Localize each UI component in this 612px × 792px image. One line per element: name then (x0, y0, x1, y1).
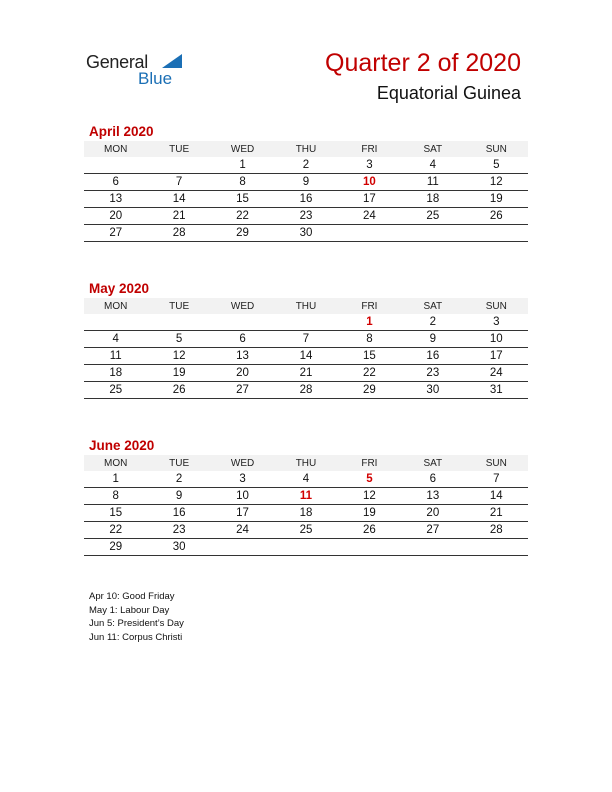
empty-day-cell (147, 314, 210, 331)
day-cell: 2 (401, 314, 464, 331)
holiday-note: Jun 11: Corpus Christi (89, 631, 183, 643)
day-cell: 5 (147, 331, 210, 348)
weekday-header: TUE (147, 141, 210, 157)
day-cell: 20 (401, 505, 464, 522)
day-cell: 26 (338, 522, 401, 539)
week-row (84, 539, 528, 556)
day-cell: 27 (211, 382, 274, 399)
weekday-header: TUE (147, 455, 210, 471)
day-cell: 19 (465, 191, 528, 208)
country-subtitle: Equatorial Guinea (376, 83, 521, 103)
weekday-header: SUN (465, 141, 528, 157)
day-cell: 30 (274, 225, 337, 242)
holiday-note: Jun 5: President’s Day (89, 618, 184, 629)
day-cell: 9 (147, 488, 210, 505)
day-cell: 23 (147, 522, 210, 539)
page-title: Quarter 2 of 2020 (325, 49, 521, 77)
empty-day-cell (274, 314, 337, 331)
logo-general-text: General (86, 52, 148, 72)
day-cell: 16 (401, 348, 464, 365)
day-cell: 25 (274, 522, 337, 539)
day-cell: 13 (401, 488, 464, 505)
day-cell: 31 (465, 382, 528, 399)
month-block-april (84, 123, 528, 242)
day-cell: 4 (84, 331, 147, 348)
weekday-header: SAT (401, 298, 464, 314)
weekday-header-row (84, 455, 528, 471)
week-row (84, 365, 528, 382)
day-cell: 28 (274, 382, 337, 399)
day-cell: 28 (147, 225, 210, 242)
week-row (84, 208, 528, 225)
day-cell: 5 (465, 157, 528, 174)
day-cell: 9 (401, 331, 464, 348)
weekday-header: FRI (338, 141, 401, 157)
week-row (84, 471, 528, 488)
day-cell: 11 (84, 348, 147, 365)
day-cell: 13 (84, 191, 147, 208)
weekday-header: WED (211, 141, 274, 157)
day-cell: 16 (147, 505, 210, 522)
day-cell: 27 (84, 225, 147, 242)
day-cell: 30 (147, 539, 210, 556)
day-cell: 2 (147, 471, 210, 488)
day-cell: 14 (274, 348, 337, 365)
week-row (84, 505, 528, 522)
day-cell: 16 (274, 191, 337, 208)
empty-day-cell (211, 539, 274, 556)
week-row (84, 225, 528, 242)
day-cell: 8 (211, 174, 274, 191)
day-cell: 4 (401, 157, 464, 174)
day-cell: 8 (84, 488, 147, 505)
day-cell: 1 (338, 314, 401, 331)
day-cell: 9 (274, 174, 337, 191)
day-cell: 20 (84, 208, 147, 225)
day-cell: 2 (274, 157, 337, 174)
weekday-header: MON (84, 455, 147, 471)
week-row (84, 174, 528, 191)
weekday-header: WED (211, 298, 274, 314)
day-cell: 18 (274, 505, 337, 522)
day-cell: 3 (338, 157, 401, 174)
calendar-table (84, 141, 528, 242)
day-cell: 22 (338, 365, 401, 382)
weekday-header: WED (211, 455, 274, 471)
day-cell: 17 (211, 505, 274, 522)
empty-day-cell (465, 539, 528, 556)
day-cell: 23 (401, 365, 464, 382)
week-row (84, 522, 528, 539)
weekday-header: THU (274, 455, 337, 471)
day-cell: 7 (147, 174, 210, 191)
weekday-header-row (84, 141, 528, 157)
day-cell: 10 (465, 331, 528, 348)
day-cell: 11 (274, 488, 337, 505)
day-cell: 7 (465, 471, 528, 488)
day-cell: 19 (147, 365, 210, 382)
day-cell: 12 (338, 488, 401, 505)
empty-day-cell (338, 539, 401, 556)
day-cell: 23 (274, 208, 337, 225)
month-title: June 2020 (89, 438, 155, 453)
empty-day-cell (211, 314, 274, 331)
weekday-header: THU (274, 298, 337, 314)
day-cell: 6 (401, 471, 464, 488)
month-title: April 2020 (89, 124, 154, 139)
day-cell: 26 (465, 208, 528, 225)
day-cell: 21 (465, 505, 528, 522)
weekday-header: SUN (465, 298, 528, 314)
day-cell: 1 (84, 471, 147, 488)
day-cell: 13 (211, 348, 274, 365)
week-row (84, 488, 528, 505)
empty-day-cell (84, 157, 147, 174)
weekday-header: TUE (147, 298, 210, 314)
empty-day-cell (465, 225, 528, 242)
day-cell: 17 (465, 348, 528, 365)
day-cell: 29 (211, 225, 274, 242)
day-cell: 30 (401, 382, 464, 399)
day-cell: 24 (465, 365, 528, 382)
weekday-header: FRI (338, 298, 401, 314)
day-cell: 1 (211, 157, 274, 174)
empty-day-cell (401, 539, 464, 556)
generalblue-logo (86, 50, 186, 90)
logo-blue-text: Blue (138, 69, 173, 88)
day-cell: 29 (338, 382, 401, 399)
weekday-header-row (84, 298, 528, 314)
day-cell: 20 (211, 365, 274, 382)
logo-triangle-icon (162, 54, 182, 68)
month-title: May 2020 (89, 281, 150, 296)
weekday-header: THU (274, 141, 337, 157)
day-cell: 3 (465, 314, 528, 331)
day-cell: 24 (338, 208, 401, 225)
day-cell: 6 (211, 331, 274, 348)
day-cell: 14 (147, 191, 210, 208)
month-block-may (84, 280, 528, 399)
day-cell: 4 (274, 471, 337, 488)
day-cell: 17 (338, 191, 401, 208)
holiday-notes (89, 590, 184, 644)
day-cell: 25 (401, 208, 464, 225)
empty-day-cell (84, 314, 147, 331)
week-row (84, 382, 528, 399)
day-cell: 15 (338, 348, 401, 365)
calendar-table (84, 455, 528, 556)
day-cell: 22 (211, 208, 274, 225)
calendar-table (84, 298, 528, 399)
day-cell: 18 (84, 365, 147, 382)
weekday-header: MON (84, 141, 147, 157)
week-row (84, 331, 528, 348)
week-row (84, 191, 528, 208)
day-cell: 28 (465, 522, 528, 539)
day-cell: 7 (274, 331, 337, 348)
day-cell: 15 (211, 191, 274, 208)
day-cell: 21 (274, 365, 337, 382)
weekday-header: MON (84, 298, 147, 314)
empty-day-cell (401, 225, 464, 242)
day-cell: 10 (211, 488, 274, 505)
day-cell: 12 (147, 348, 210, 365)
day-cell: 21 (147, 208, 210, 225)
day-cell: 24 (211, 522, 274, 539)
month-block-june (84, 437, 528, 556)
day-cell: 25 (84, 382, 147, 399)
weekday-header: FRI (338, 455, 401, 471)
holiday-note: May 1: Labour Day (89, 604, 170, 616)
day-cell: 11 (401, 174, 464, 191)
day-cell: 19 (338, 505, 401, 522)
empty-day-cell (147, 157, 210, 174)
holiday-note: Apr 10: Good Friday (89, 591, 175, 602)
day-cell: 10 (338, 174, 401, 191)
day-cell: 12 (465, 174, 528, 191)
weekday-header: SAT (401, 455, 464, 471)
day-cell: 27 (401, 522, 464, 539)
weekday-header: SAT (401, 141, 464, 157)
day-cell: 29 (84, 539, 147, 556)
day-cell: 5 (338, 471, 401, 488)
day-cell: 14 (465, 488, 528, 505)
day-cell: 22 (84, 522, 147, 539)
day-cell: 15 (84, 505, 147, 522)
empty-day-cell (274, 539, 337, 556)
day-cell: 8 (338, 331, 401, 348)
empty-day-cell (338, 225, 401, 242)
weekday-header: SUN (465, 455, 528, 471)
week-row (84, 348, 528, 365)
day-cell: 26 (147, 382, 210, 399)
day-cell: 18 (401, 191, 464, 208)
week-row (84, 157, 528, 174)
day-cell: 3 (211, 471, 274, 488)
day-cell: 6 (84, 174, 147, 191)
week-row (84, 314, 528, 331)
